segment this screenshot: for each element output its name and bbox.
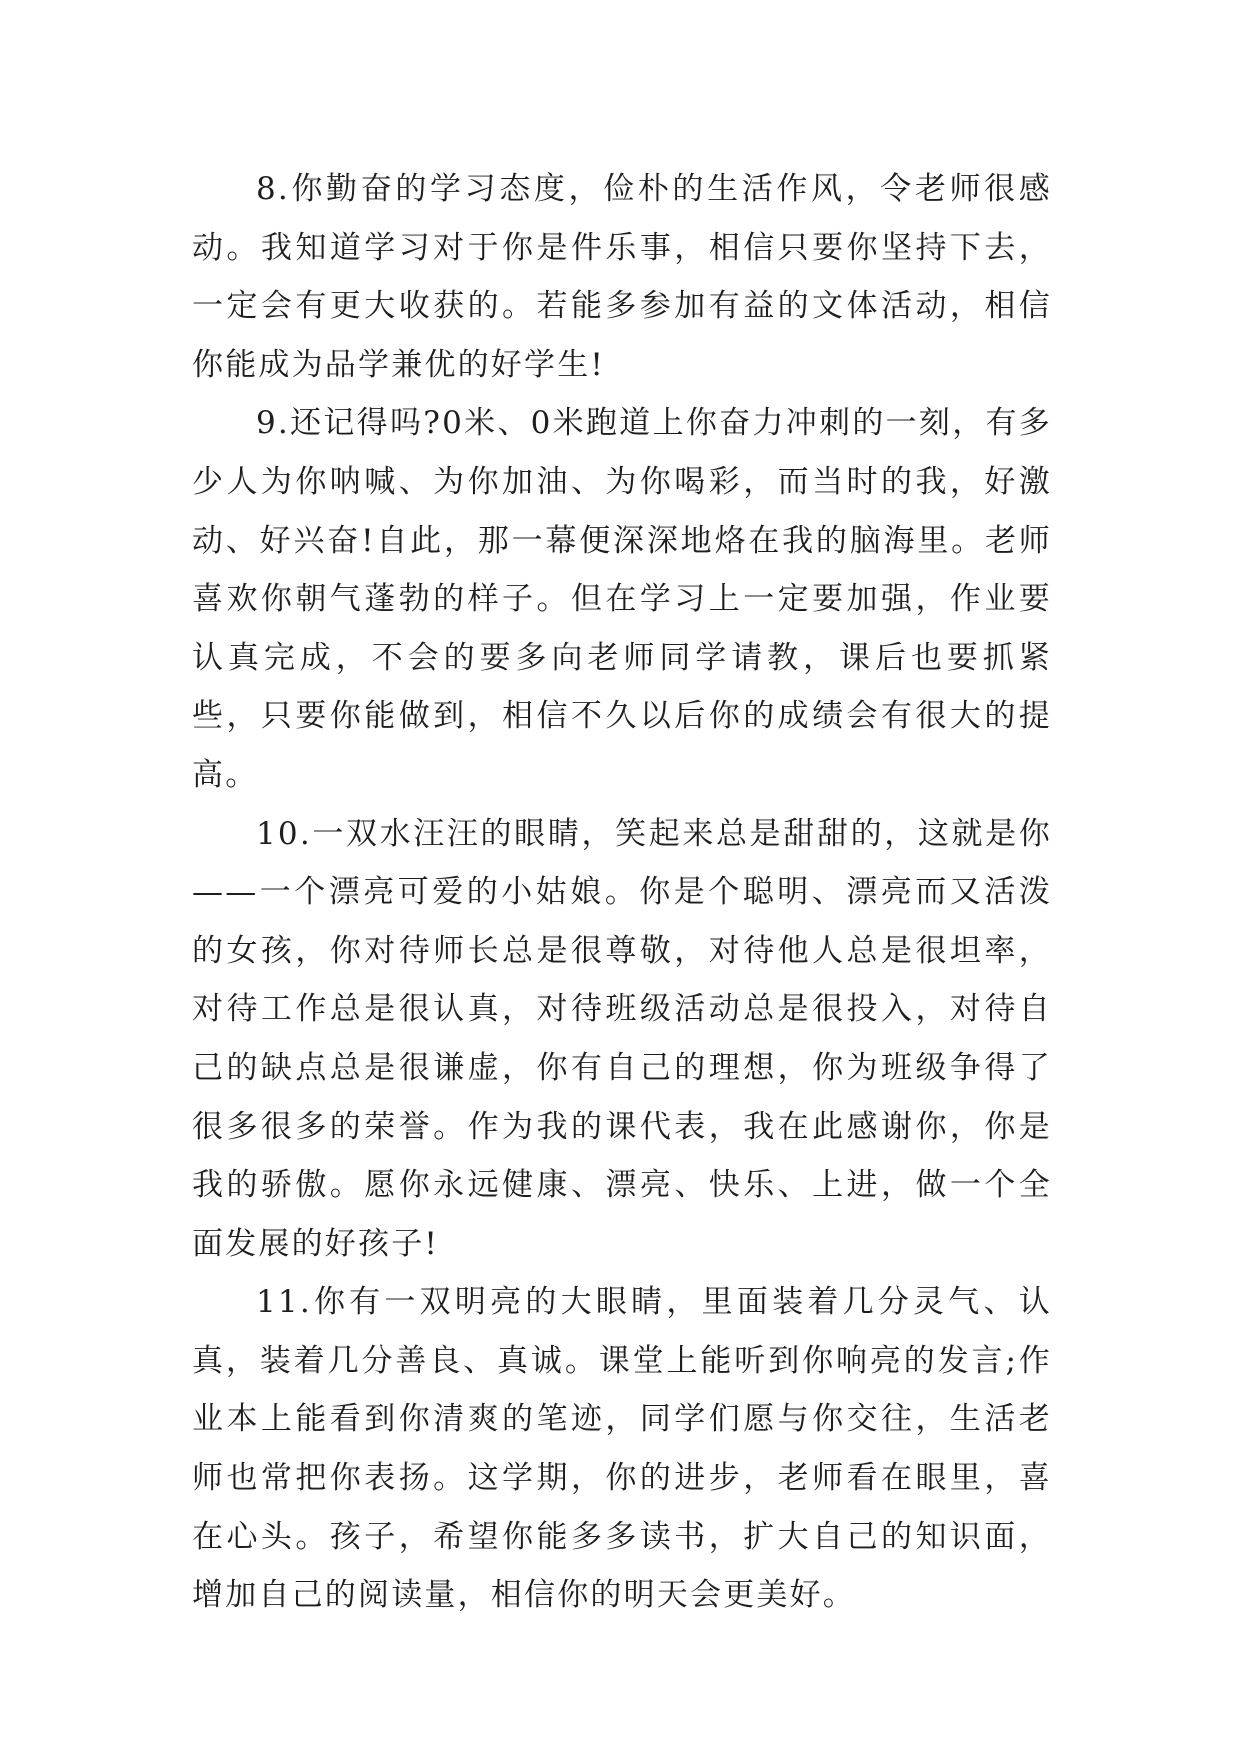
paragraph-9: 9.还记得吗?0米、0米跑道上你奋力冲刺的一刻，有多少人为你呐喊、为你加油、为你喝彩，而当时的我，好激动、好兴奋!自此，那一幕便深深地烙在我的脑海里。老师喜欢你朝气蓬勃的样子。但在学习上一定要加强，作业要认真完成，不会的要多向老师同学请教，课后也要抓紧些，只要你能做到，相信不久以后你的成绩会有很大的提高。 (192, 405, 1052, 793)
paragraph-10: 10.一双水汪汪的眼睛，笑起来总是甜甜的，这就是你——一个漂亮可爱的小姑娘。你是个聪明、漂亮而又活泼的女孩，你对待师长总是很尊敬，对待他人总是很坦率，对待工作总是很认真，对待班级活动总是很投入，对待自己的缺点总是很谦虚，你有自己的理想，你为班级争得了很多很多的荣誉。作为我的课代表，我在此感谢你，你是我的骄傲。愿你永远健康、漂亮、快乐、上进，做一个全面发展的好孩子! (192, 815, 1052, 1262)
paragraph-8: 8.你勤奋的学习态度，俭朴的生活作风，令老师很感动。我知道学习对于你是件乐事，相信只要你坚持下去，一定会有更大收获的。若能多参加有益的文体活动，相信你能成为品学兼优的好学生! (192, 171, 1052, 383)
document-body (192, 160, 1052, 1625)
paragraph-11: 11.你有一双明亮的大眼睛，里面装着几分灵气、认真，装着几分善良、真诚。课堂上能听到你响亮的发言;作业本上能看到你清爽的笔迹，同学们愿与你交往，生活老师也常把你表扬。这学期，你的进步，老师看在眼里，喜在心头。孩子，希望你能多多读书，扩大自己的知识面，增加自己的阅读量，相信你的明天会更美好。 (192, 1284, 1052, 1614)
